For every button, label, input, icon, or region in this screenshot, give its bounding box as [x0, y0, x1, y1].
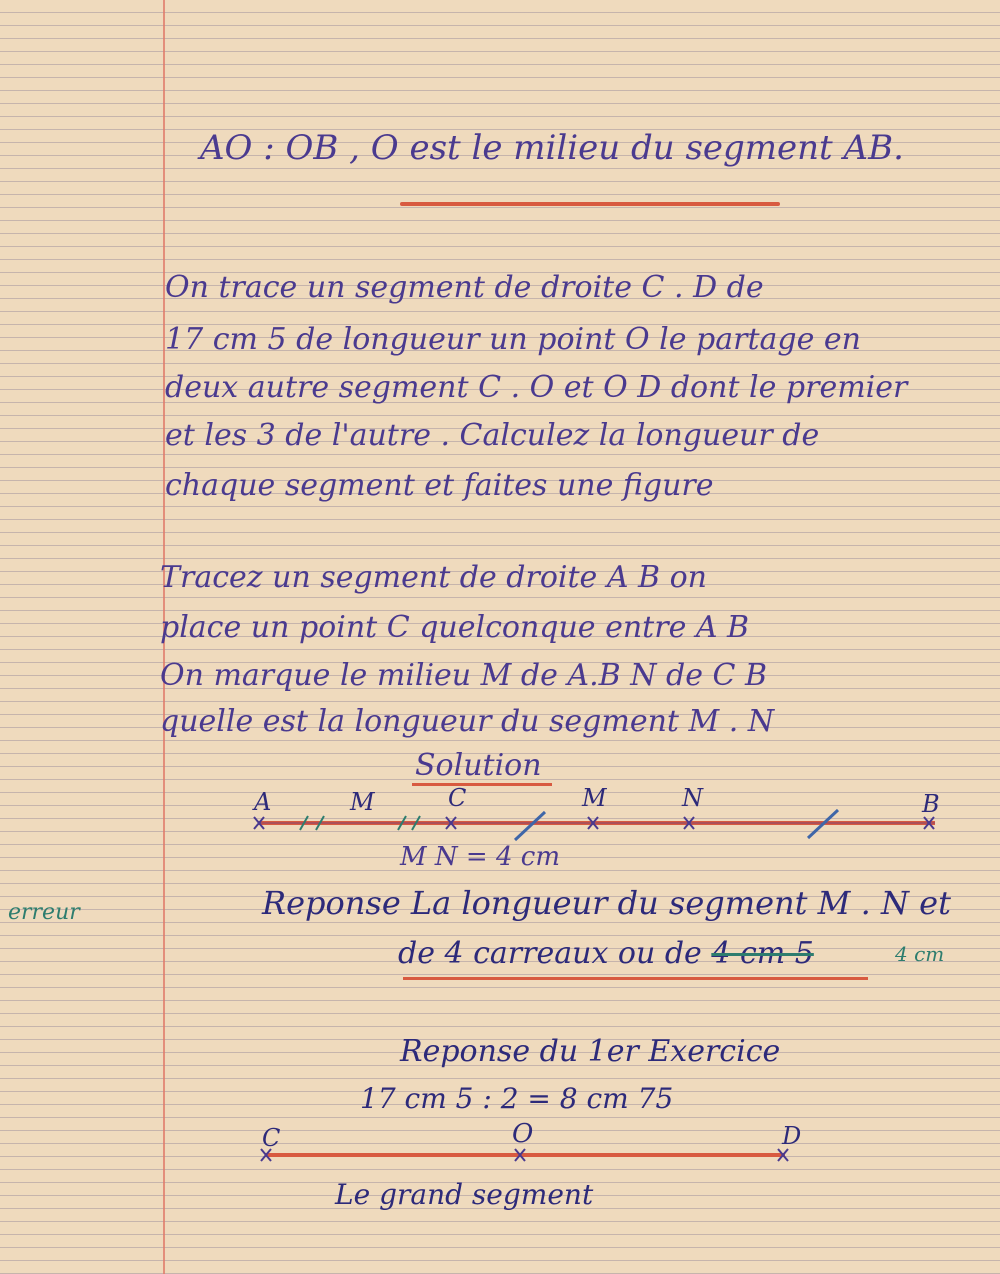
- point-c-label: C: [448, 784, 467, 812]
- answer-line-1: Reponse La longueur du segment M . N et: [262, 884, 951, 922]
- exercise2-line: On marque le milieu M de A.B N de C B: [160, 658, 768, 693]
- mn-equation: M N = 4 cm: [400, 842, 560, 872]
- answer-line-2-text: de 4 carreaux ou de: [398, 936, 702, 971]
- exercise2-line: Tracez un segment de droite A B on: [160, 560, 707, 595]
- exercise1-line: et les 3 de l'autre . Calculez la longueur de: [165, 418, 820, 453]
- exercise1-line: chaque segment et faites une figure: [165, 468, 714, 503]
- point-d-label: D: [782, 1122, 802, 1150]
- calculation: 17 cm 5 : 2 = 8 cm 75: [360, 1082, 674, 1115]
- figure-segment-cd: [261, 1119, 801, 1161]
- point-o-label: O: [512, 1119, 534, 1149]
- figure-segment-ab: [252, 784, 940, 840]
- exercise1-line: 17 cm 5 de longueur un point O le partage en: [165, 322, 861, 357]
- answer-underline: [403, 977, 868, 980]
- teacher-correction: 4 cm: [895, 942, 945, 966]
- point-c2-label: C: [262, 1124, 281, 1152]
- point-m-label: M: [350, 788, 375, 816]
- segment-caption: Le grand segment: [335, 1178, 594, 1211]
- answer-line-2: [398, 936, 814, 971]
- struck-value: 4 cm 5: [711, 936, 814, 971]
- exercise1-answer-title: Reponse du 1er Exercice: [400, 1034, 781, 1069]
- solution-label: Solution: [415, 748, 542, 783]
- point-b-label: B: [922, 790, 940, 818]
- page-title: AO : OB , O est le milieu du segment AB.: [200, 128, 904, 168]
- exercise2-line: quelle est la longueur du segment M . N: [160, 704, 775, 739]
- exercise1-line: On trace un segment de droite C . D de: [165, 270, 764, 305]
- margin-note: erreur: [8, 900, 80, 925]
- point-m2-label: M: [582, 784, 607, 812]
- point-a-label: A: [254, 788, 272, 816]
- exercise1-line: deux autre segment C . O et O D dont le premier: [165, 370, 908, 405]
- exercise2-line: place un point C quelconque entre A B: [160, 610, 750, 645]
- point-n-label: N: [682, 784, 703, 812]
